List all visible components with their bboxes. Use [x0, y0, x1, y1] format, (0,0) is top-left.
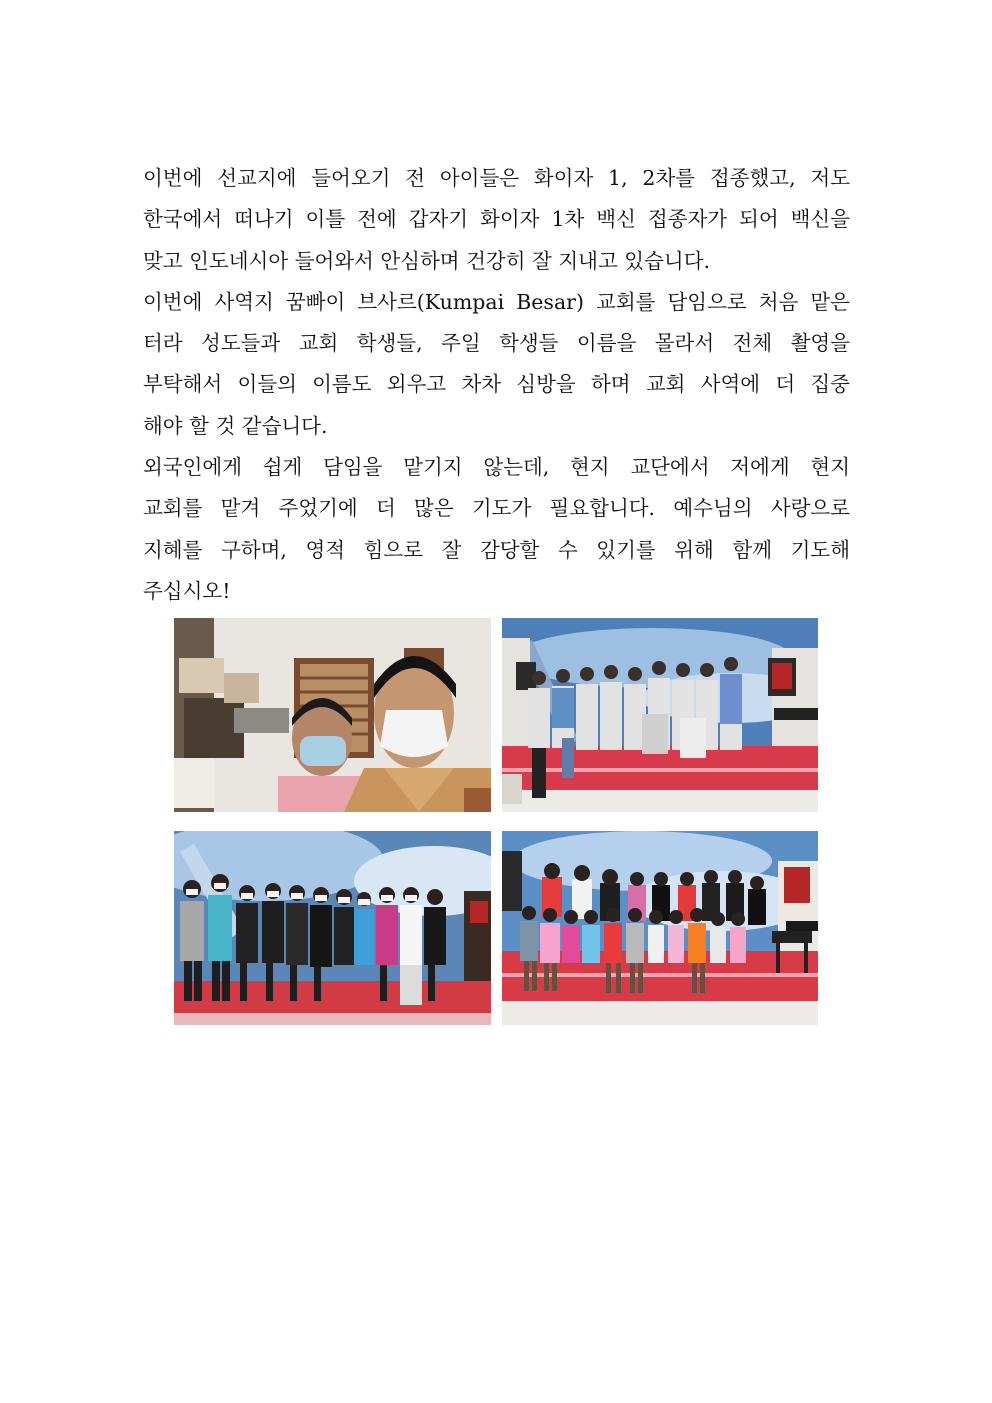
photo-sunday-school-image: [502, 831, 818, 1025]
text-line: 교회를 맡겨 주었기에 더 많은 기도가 필요합니다. 예수님의 사랑으로: [143, 496, 850, 521]
body-text: [143, 158, 850, 612]
text-line: 이번에 사역지 꿈빠이 브사르(Kumpai Besar) 교회를 담임으로 처음 맡은: [143, 289, 850, 314]
photo-youth-group-image: [174, 831, 491, 1025]
text-line: 외국인에게 쉽게 담임을 맡기지 않는데, 현지 교단에서 저에게 현지: [143, 455, 850, 480]
text-line: 터라 성도들과 교회 학생들, 주일 학생들 이름을 몰라서 전체 촬영을: [143, 331, 850, 356]
photo-youth-group: [174, 831, 491, 1025]
photo-congregation-image: [502, 618, 818, 812]
text-line: 한국에서 떠나기 이틀 전에 갑자기 화이자 1차 백신 접종자가 되어 백신을: [143, 207, 850, 232]
photo-sunday-school: [502, 831, 818, 1025]
photo-selfie: [174, 618, 491, 812]
text-line: 이번에 선교지에 들어오기 전 아이들은 화이자 1, 2차를 접종했고, 저도: [143, 166, 850, 190]
text-line: 지혜를 구하며, 영적 힘으로 잘 감당할 수 있기를 위해 함께 기도해: [143, 537, 850, 562]
photo-selfie-image: [174, 618, 491, 812]
text-line: 맞고 인도네시아 들어와서 안심하며 건강히 잘 지내고 있습니다.: [143, 248, 711, 273]
text-line: 주십시오!: [143, 578, 231, 603]
text-line: 해야 할 것 같습니다.: [143, 413, 328, 438]
photo-congregation: [502, 618, 818, 812]
text-line: 부탁해서 이들의 이름도 외우고 차차 심방을 하며 교회 사역에 더 집중: [143, 372, 850, 397]
